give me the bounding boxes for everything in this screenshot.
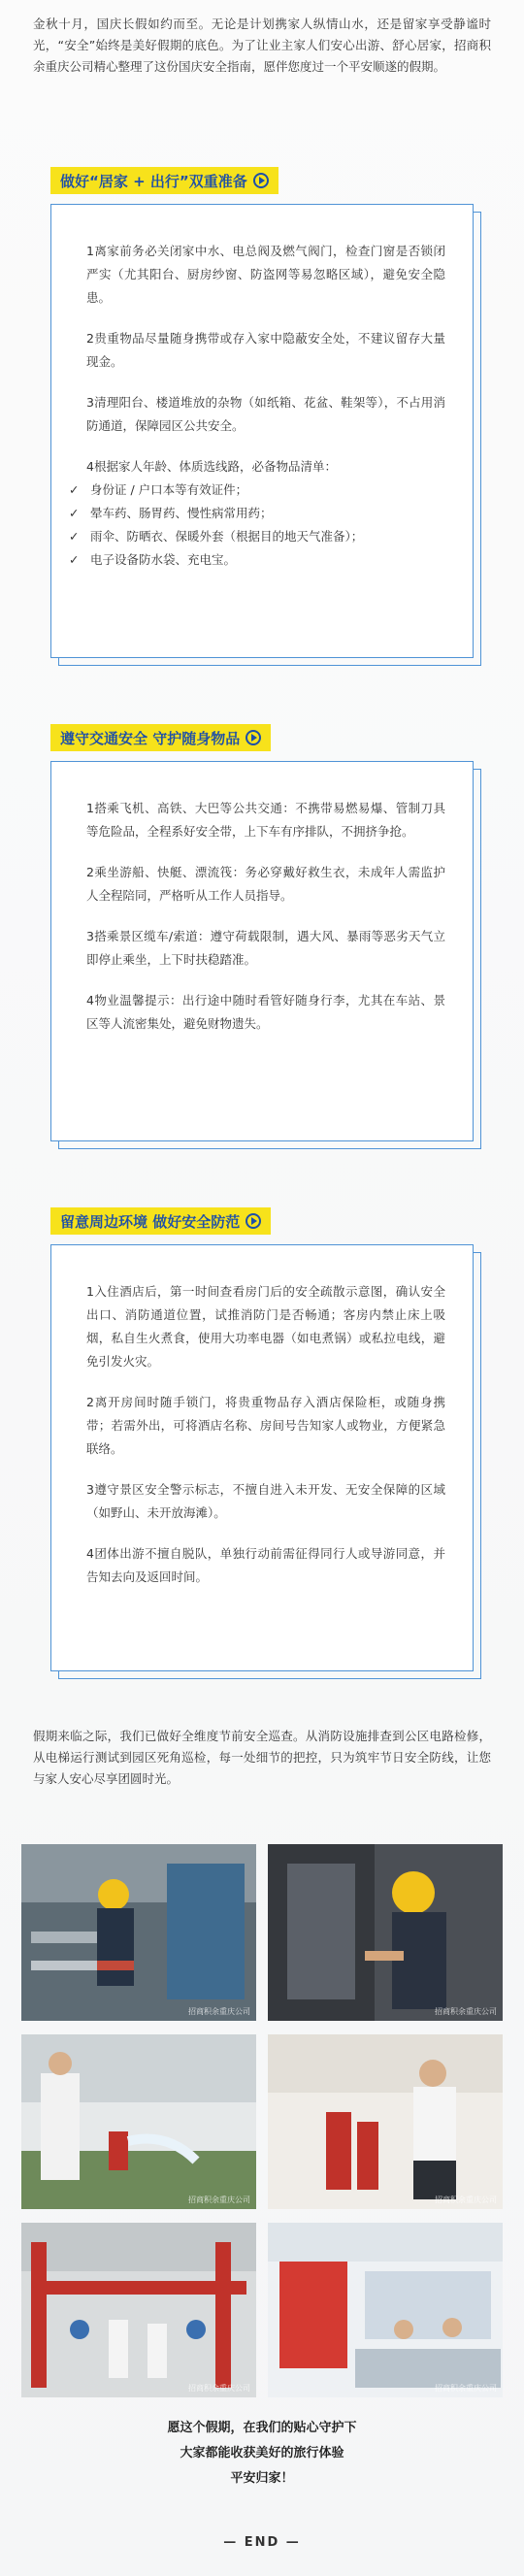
photo-fire-hydrant-test	[21, 2034, 256, 2209]
play-icon	[246, 1213, 261, 1229]
photo-pump-room-inspection	[21, 2223, 256, 2397]
photo-illustration	[268, 2034, 503, 2209]
checklist-text: 雨伞、防晒衣、保暖外套（根据目的地天气准备）；	[90, 529, 364, 544]
checklist-item	[69, 548, 445, 572]
section1-para-3: 3清理阳台、楼道堆放的杂物（如纸箱、花盆、鞋架等），不占用消防通道，保障园区公共安全。	[86, 395, 445, 433]
section1-card	[50, 204, 474, 658]
section1-para-4: 4根据家人年龄、体质选线路，必备物品清单：	[86, 459, 337, 474]
photo-illustration	[268, 2223, 503, 2397]
photo-illustration	[268, 1844, 503, 2021]
photo-control-room	[268, 2223, 503, 2397]
checklist-text: 电子设备防水袋、充电宝。	[90, 552, 237, 567]
photo-illustration	[21, 2034, 256, 2209]
photo-watermark: 招商积余重庆公司	[188, 2007, 250, 2016]
photo-illustration	[21, 2223, 256, 2397]
section3-para-3: 3遵守景区安全警示标志，不擅自进入未开发、无安全保障的区域（如野山、未开放海滩）。	[86, 1482, 445, 1520]
checklist-text: 晕车药、肠胃药、慢性病常用药；	[90, 506, 273, 520]
section2-para-3: 3搭乘景区缆车/索道：遵守荷载限制，遇大风、暴雨等恶劣天气立即停止乘坐，上下时扶稳踏准。	[86, 929, 445, 967]
section3-para-2: 2离开房间时随手锁门，将贵重物品存入酒店保险柜，或随身携带；若需外出，可将酒店名称、房间号告知家人或物业，方便紧急联络。	[86, 1395, 445, 1456]
section1-para-1: 1离家前务必关闭家中水、电总阀及燃气阀门，检查门窗是否锁闭严实（尤其阳台、厨房纱窗、防盗网等易忽略区域），避免安全隐患。	[86, 244, 445, 305]
wish-line-3: 平安归家！	[230, 2471, 294, 2486]
intro-paragraph: 金秋十月，国庆长假如约而至。无论是计划携家人纵情山水，还是留家享受静谧时光，“安全”始终是美好假期的底色。为了让业主家人们安心出游、舒心居家，招商积余重庆公司精心整理了这份国庆安全指南，愿伴您度过一个平安顺遂的假期。	[33, 17, 491, 74]
card-panel	[50, 1244, 474, 1671]
section3-card	[50, 1244, 474, 1671]
checklist-item	[69, 479, 445, 502]
photo-watermark: 招商积余重庆公司	[188, 2196, 250, 2204]
wish-line-1: 愿这个假期，在我们的贴心守护下	[167, 2421, 357, 2435]
section3-para-4: 4团体出游不擅自脱队，单独行动前需征得同行人或导游同意，并告知去向及返回时间。	[86, 1546, 445, 1584]
check-icon: ✓	[69, 552, 80, 567]
card-panel	[50, 204, 474, 658]
photo-watermark: 招商积余重庆公司	[188, 2384, 250, 2393]
photo-watermark: 招商积余重庆公司	[435, 2384, 497, 2393]
end-marker: — END —	[223, 2535, 301, 2550]
wish-line-2: 大家都能收获美好的旅行体验	[180, 2446, 344, 2460]
check-icon: ✓	[69, 506, 80, 520]
photo-illustration	[21, 1844, 256, 2021]
section2-para-2: 2乘坐游船、快艇、漂流筏：务必穿戴好救生衣，未成年人需监护人全程陪同，严格听从工作人员指导。	[86, 865, 445, 903]
checklist-item	[69, 525, 445, 548]
section2-para-4: 4物业温馨提示：出行途中随时看管好随身行李，尤其在车站、景区等人流密集处，避免财物遗失。	[86, 993, 445, 1031]
play-icon	[253, 173, 269, 188]
section1-header	[50, 167, 278, 194]
play-icon	[246, 730, 261, 745]
section3-para-1: 1入住酒店后，第一时间查看房门后的安全疏散示意图，确认安全出口、消防通道位置，试推消防门是否畅通；客房内禁止床上吸烟，私自生火煮食，使用大功率电器（如电煮锅）或私拉电线，避免引发火灾。	[86, 1284, 445, 1369]
check-icon: ✓	[69, 529, 80, 544]
photo-watermark: 招商积余重庆公司	[435, 2196, 497, 2204]
photo-fire-extinguisher-check	[268, 2034, 503, 2209]
checklist-item	[69, 502, 445, 525]
section1-para-2: 2贵重物品尽量随身携带或存入家中隐蔽安全处，不建议留存大量现金。	[86, 331, 445, 369]
section1-title: 做好“居家 + 出行”双重准备	[60, 172, 247, 190]
section3-title: 留意周边环境 做好安全防范	[60, 1212, 241, 1231]
checklist-text: 身份证 / 户口本等有效证件；	[90, 482, 248, 497]
card-panel	[50, 761, 474, 1141]
section3-header	[50, 1207, 271, 1235]
photo-watermark: 招商积余重庆公司	[435, 2007, 497, 2016]
section2-card	[50, 761, 474, 1141]
closing-paragraph: 假期来临之际，我们已做好全维度节前安全巡查。从消防设施排查到公区电路检修，从电梯运行测试到园区死角巡检，每一处细节的把控，只为筑牢节日安全防线，让您与家人安心尽享团圆时光。	[33, 1729, 491, 1786]
section2-para-1: 1搭乘飞机、高铁、大巴等公共交通：不携带易燃易爆、管制刀具等危险品，全程系好安全带，上下车有序排队，不拥挤争抢。	[86, 801, 445, 839]
section2-header	[50, 724, 271, 751]
photo-worker-elevator-panel	[268, 1844, 503, 2021]
photo-worker-inspecting-pipes	[21, 1844, 256, 2021]
check-icon: ✓	[69, 482, 80, 497]
section2-title: 遵守交通安全 守护随身物品	[60, 729, 241, 747]
